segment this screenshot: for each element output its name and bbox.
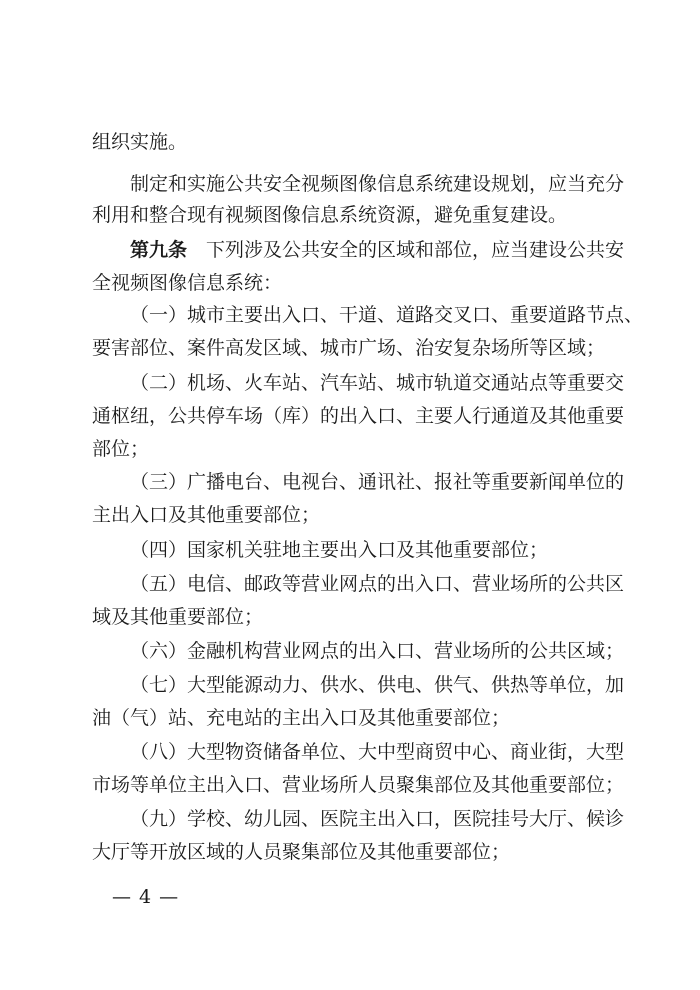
text-line: （九）学校、幼儿园、医院主出入口，医院挂号大厅、候诊 — [130, 808, 625, 830]
page-number: — 4 — — [112, 886, 180, 908]
text-line: （二）机场、火车站、汽车站、城市轨道交通站点等重要交 — [130, 372, 625, 394]
article-line — [130, 238, 625, 262]
text-line: 制定和实施公共安全视频图像信息系统建设规划，应当充分 — [130, 173, 625, 195]
text-line: 部位； — [92, 438, 150, 460]
text-line: （七）大型能源动力、供水、供电、供气、供热等单位，加 — [130, 674, 625, 696]
text-line: 全视频图像信息系统： — [92, 272, 283, 294]
text-line: 油（气）站、充电站的主出入口及其他重要部位； — [92, 707, 511, 729]
text-line: （四）国家机关驻地主要出入口及其他重要部位； — [130, 539, 549, 561]
text-line: 通枢纽，公共停车场（库）的出入口、主要人行通道及其他重要 — [92, 405, 625, 427]
text-line: （五）电信、邮政等营业网点的出入口、营业场所的公共区 — [130, 573, 625, 595]
text-line: 大厅等开放区域的人员聚集部位及其他重要部位； — [92, 841, 511, 863]
text-line: 市场等单位主出入口、营业场所人员聚集部位及其他重要部位； — [92, 774, 625, 796]
text-line: 组织实施。 — [92, 131, 188, 153]
text-line: （六）金融机构营业网点的出入口、营业场所的公共区域； — [130, 640, 625, 662]
article-label: 第九条 — [130, 239, 188, 261]
text-line: 域及其他重要部位； — [92, 606, 264, 628]
text-line: （一）城市主要出入口、干道、道路交叉口、重要道路节点、 — [130, 304, 644, 326]
text-line: （三）广播电台、电视台、通讯社、报社等重要新闻单位的 — [130, 471, 625, 493]
text-line: 要害部位、案件高发区域、城市广场、治安复杂场所等区域； — [92, 337, 606, 359]
text-line: （八）大型物资储备单位、大中型商贸中心、商业街，大型 — [130, 741, 625, 763]
text-line: 主出入口及其他重要部位； — [92, 504, 321, 526]
text-line: 利用和整合现有视频图像信息系统资源，避免重复建设。 — [92, 204, 568, 226]
text-line: 下列涉及公共安全的区域和部位，应当建设公共安 — [206, 239, 625, 261]
